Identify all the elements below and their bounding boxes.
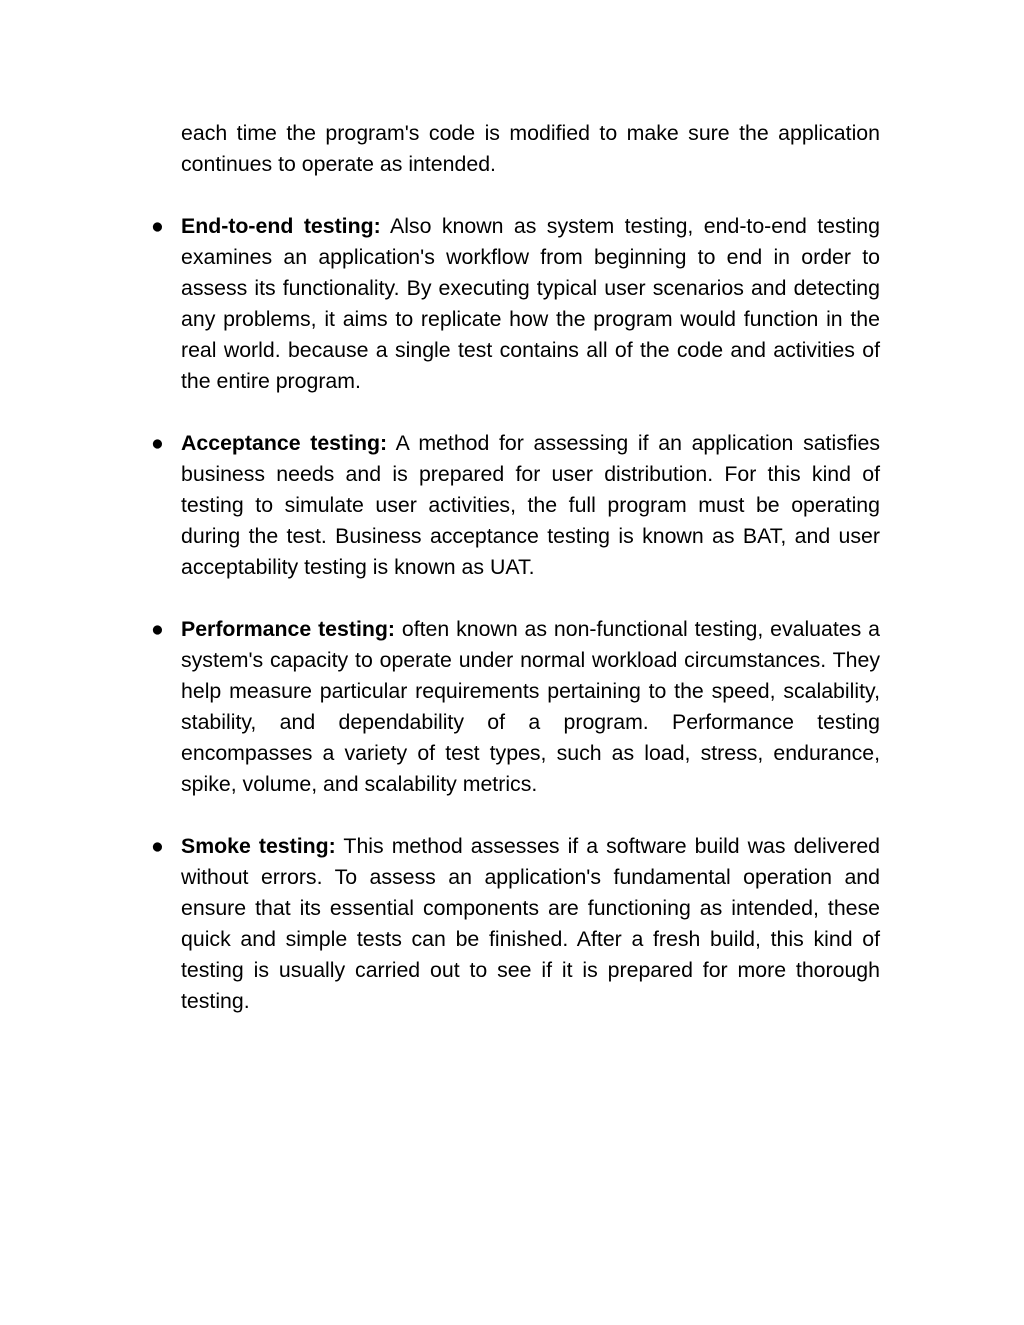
term-description: A method for assessing if an application satisfies business needs and is prepared for user distribution. For this kind of testing to simulate user activities, the full program must be operating during the test. Business acceptance testing is known as BAT, and user acceptability testing is known as UAT. [181,431,880,579]
term-description: This method assesses if a software build was delivered without errors. To assess an application's fundamental operation and ensure that its essential components are functioning as intended, these quick and simple tests can be finished. After a fresh build, this kind of testing is usually carried out to see if it is prepared for more thorough testing. [181,834,881,1013]
list-item-smoke-testing [151,831,881,1017]
list-item-performance-testing [151,614,880,800]
bullet-icon: ● [151,431,164,455]
list-item-end-to-end-testing [151,211,880,397]
list-item-paragraph [181,211,880,397]
list-item-paragraph [181,831,880,1017]
term-label: Performance testing: [181,617,395,641]
document-body [151,118,881,1048]
term-label: End-to-end testing: [181,214,381,238]
bullet-icon: ● [151,834,164,858]
continuation-paragraph: each time the program's code is modified to make sure the application continues to operate as intended. [181,121,880,176]
term-description: often known as non-functional testing, evaluates a system's capacity to operate under normal workload circumstances. They help measure particular requirements pertaining to the speed, scalability, stability, and dependability of a program. Performance testing encompasses a variety of test types, such as load, stress, endurance, spike, volume, and scalability metrics. [181,617,880,796]
list-item-paragraph [181,428,880,583]
list-item-acceptance-testing [151,428,880,583]
term-label: Acceptance testing: [181,431,388,455]
list-item-paragraph [181,614,880,800]
bullet-icon: ● [151,617,164,641]
bullet-icon: ● [151,214,164,238]
term-label: Smoke testing: [181,834,336,858]
term-description: Also known as system testing, end-to-end testing examines an application's workflow from beginning to end in order to assess its functionality. By executing typical user scenarios and detecting any problems, it aims to replicate how the program would function in the real world. because a single test contains all of the code and activities of the entire program. [181,214,880,393]
